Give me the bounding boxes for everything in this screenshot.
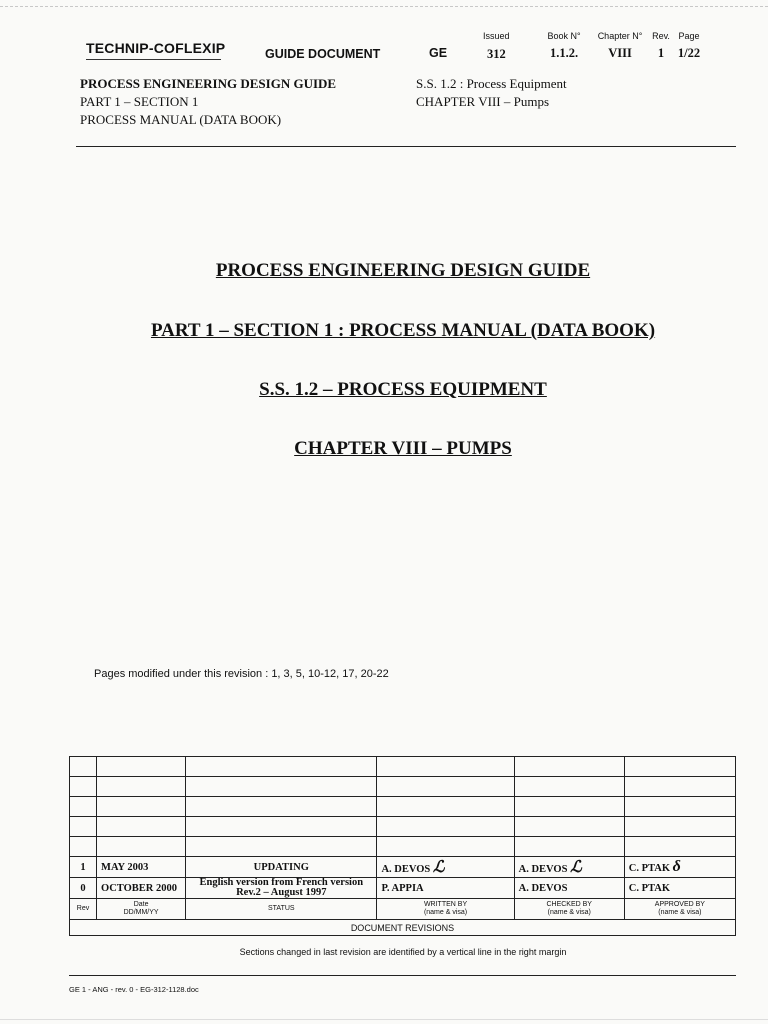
header-manual: PROCESS MANUAL (DATA BOOK) — [80, 112, 282, 127]
chapter-column — [594, 31, 646, 61]
book-label: Book N° — [547, 31, 581, 41]
title-chapter: CHAPTER VIII – PUMPS — [294, 438, 512, 459]
company-name: TECHNIP-COFLEXIP — [86, 40, 226, 56]
status-line-1: English version from French version — [199, 877, 364, 888]
signature-mark: ℒ — [570, 859, 582, 876]
issued-value: GE — [428, 46, 448, 60]
checked-by-name: A. DEVOS — [518, 864, 568, 875]
company-underline — [86, 59, 221, 60]
document-type: GUIDE DOCUMENT — [265, 47, 381, 61]
book-value: 1.1.2. — [549, 46, 579, 60]
title-guide: PROCESS ENGINEERING DESIGN GUIDE — [215, 260, 591, 281]
table-caption-row — [70, 920, 736, 936]
rev-status — [186, 878, 377, 899]
book-column — [540, 31, 588, 61]
document-revisions-table — [69, 756, 736, 936]
page-label: Page — [678, 31, 700, 41]
header-subsection: S.S. 1.2 : Process Equipment — [416, 76, 567, 91]
rev-approved-by: C. PTAK — [624, 878, 735, 899]
label-approved-by: APPROVED BY (name & visa) — [624, 899, 735, 920]
rev-label: Rev. — [652, 31, 670, 41]
signature-mark: δ — [672, 858, 681, 875]
revision-row-0 — [70, 878, 736, 899]
rev-column — [650, 31, 672, 61]
revision-row-1 — [70, 857, 736, 878]
empty-row — [70, 777, 736, 797]
footer-rule — [69, 975, 736, 976]
rev-number: 1 — [70, 857, 97, 878]
title-subsection: S.S. 1.2 – PROCESS EQUIPMENT — [259, 379, 547, 400]
header-part-section: PART 1 – SECTION 1 — [80, 94, 199, 109]
header-left-block — [80, 75, 336, 129]
scan-artifact-line — [0, 1019, 768, 1020]
chapter-label: Chapter N° — [597, 31, 643, 41]
revision-note: Sections changed in last revision are identified by a vertical line in the right margin — [239, 947, 567, 957]
rev-checked-by — [514, 857, 624, 878]
rev-approved-by — [624, 857, 735, 878]
label-rev: Rev — [70, 899, 97, 920]
issued-label: Issued — [483, 31, 510, 41]
header-chapter: CHAPTER VIII – Pumps — [416, 94, 550, 109]
empty-row — [70, 757, 736, 777]
rev-status: UPDATING — [186, 857, 377, 878]
page-value: 1/22 — [677, 46, 701, 60]
empty-row — [70, 797, 736, 817]
footer-file-ref: GE 1 - ANG - rev. 0 - EG-312-1128.doc — [69, 985, 199, 994]
book-number-value: 312 — [487, 47, 506, 61]
written-by-name: A. DEVOS — [381, 864, 431, 875]
status-line-2: Rev.2 – August 1997 — [236, 887, 327, 898]
rev-date: OCTOBER 2000 — [97, 878, 186, 899]
column-labels-row — [70, 899, 736, 920]
table-caption: DOCUMENT REVISIONS — [70, 920, 736, 936]
chapter-value: VIII — [608, 46, 632, 60]
signature-mark: ℒ — [432, 859, 445, 876]
rev-checked-by: A. DEVOS — [514, 878, 624, 899]
rev-number: 0 — [70, 878, 97, 899]
empty-row — [70, 837, 736, 857]
header-guide-name: PROCESS ENGINEERING DESIGN GUIDE — [80, 76, 337, 91]
rev-date: MAY 2003 — [97, 857, 186, 878]
header-rule — [76, 146, 736, 147]
label-written-by: WRITTEN BY (name & visa) — [377, 899, 514, 920]
page-column — [674, 31, 704, 61]
scan-artifact-line — [0, 6, 768, 7]
label-date: Date DD/MM/YY — [97, 899, 186, 920]
rev-written-by — [377, 857, 514, 878]
title-part: PART 1 – SECTION 1 : PROCESS MANUAL (DATA BOOK) — [150, 320, 656, 341]
issued-column — [425, 31, 451, 60]
empty-row — [70, 817, 736, 837]
rev-written-by: P. APPIA — [377, 878, 514, 899]
label-checked-by: CHECKED BY (name & visa) — [514, 899, 624, 920]
label-status: STATUS — [186, 899, 377, 920]
rev-value: 1 — [657, 46, 665, 60]
header-right-block — [416, 75, 567, 111]
approved-by-name: C. PTAK — [628, 863, 671, 874]
pages-modified-text: Pages modified under this revision : 1, 3, 5, 10-12, 17, 20-22 — [94, 668, 389, 680]
